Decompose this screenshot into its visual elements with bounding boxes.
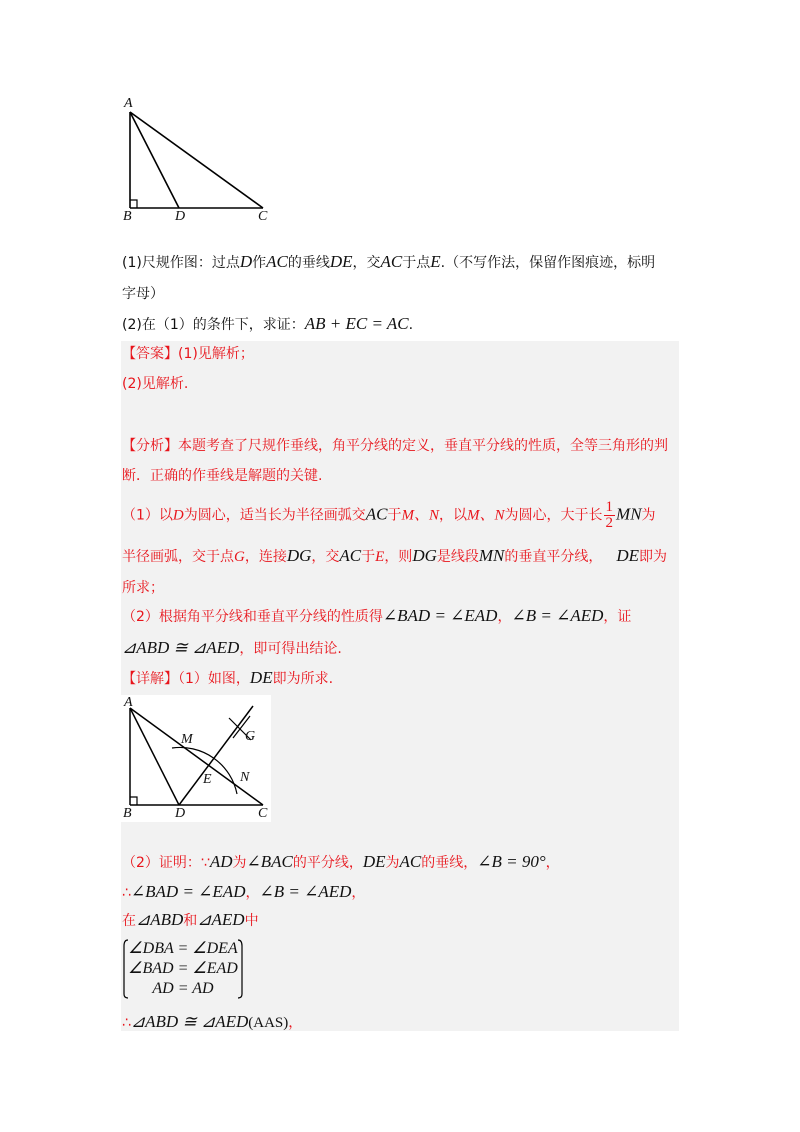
fig2-label-D: D xyxy=(175,806,186,821)
detail-heading-line: 【详解】（1）如图，DE即为所求. xyxy=(122,668,334,687)
fig2-label-A: A xyxy=(124,695,133,710)
fig1-label-D: D xyxy=(175,209,186,224)
fig2-label-C: C xyxy=(258,806,268,821)
proof-line-3: 在⊿ABD和⊿AED中 xyxy=(122,910,259,929)
fig2-label-N: N xyxy=(240,770,250,785)
analysis-step-1: （1）以D为圆心，适当长为半径画弧交AC于M、N，以M、N为圆心，大于长 $\frac{1}{2}$ MN为 xyxy=(122,499,656,531)
fig1-label-B: B xyxy=(123,209,132,224)
answer-line-2: (2)见解析. xyxy=(122,376,189,392)
fig1-label-C: C xyxy=(258,209,268,224)
analysis-step-1-end: 所求； xyxy=(122,580,164,596)
fig2-label-E: E xyxy=(203,772,212,787)
analysis-step-2: （2）根据角平分线和垂直平分线的性质得∠BAD = ∠EAD，∠B = ∠AED，证 xyxy=(122,606,632,625)
question-1-line: (1)尺规作图：过点D作AC的垂线DE，交AC于点E.（不写作法，保留作图痕迹，标明 xyxy=(122,252,656,271)
analysis-step-2-cont: ⊿ABD ≅ ⊿AED，即可得出结论. xyxy=(122,638,342,657)
analysis-line-1: 【分析】本题考查了尺规作垂线，角平分线的定义，垂直平分线的性质，全等三角形的判 xyxy=(122,438,668,454)
fig2-label-M: M xyxy=(181,732,193,747)
proof-line-4: ∴⊿ABD ≅ ⊿AED(AAS)， xyxy=(122,1012,303,1031)
fig1-label-A: A xyxy=(124,96,133,111)
analysis-line-2: 断．正确的作垂线是解题的关键. xyxy=(122,468,323,484)
question-1-line-2: 字母） xyxy=(122,286,164,302)
construction-figure-2 xyxy=(118,694,274,828)
question-2-line: (2)在（1）的条件下，求证：AB + EC = AC. xyxy=(122,314,414,333)
equation-system xyxy=(121,938,245,1000)
answer-line-1: 【答案】(1)见解析； xyxy=(122,346,254,362)
fig2-label-B: B xyxy=(123,806,132,821)
analysis-step-1-cont: 半径画弧，交于点G，连接DG，交AC于E，则DG是线段MN的垂直平分线， DE即为 xyxy=(122,546,668,565)
triangle-figure-1 xyxy=(118,94,278,228)
system-row-2: ∠BAD = ∠EAD xyxy=(128,960,238,977)
system-row-1: ∠DBA = ∠DEA xyxy=(128,940,238,957)
fraction-one-half: $\frac{1}{2}$ xyxy=(605,499,614,531)
system-row-3: AD = AD xyxy=(152,980,214,997)
proof-line-2: ∴∠BAD = ∠EAD，∠B = ∠AED， xyxy=(122,882,366,901)
fig2-label-G: G xyxy=(245,729,256,744)
proof-line-1: （2）证明：∵AD为∠BAC的平分线，DE为AC的垂线，∠B = 90°， xyxy=(122,852,560,871)
